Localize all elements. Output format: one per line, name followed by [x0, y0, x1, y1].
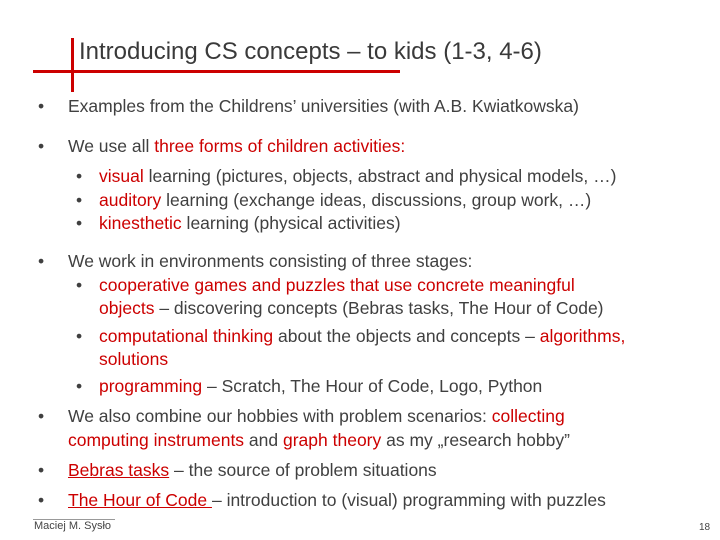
bullet-icon: •: [38, 406, 45, 426]
sub-bullet-icon: •: [76, 275, 83, 295]
sub-bullet-icon: •: [76, 213, 83, 233]
bullet-icon: •: [38, 136, 45, 156]
bullet-4-text-cont: computing instruments and graph theory as my „research hobby”: [68, 430, 570, 450]
bebras-tasks-link[interactable]: Bebras tasks: [68, 460, 170, 480]
bullet-3-text: We work in environments consisting of three stages:: [68, 251, 473, 271]
bullet-3-sub-2-text-cont: solutions: [99, 349, 169, 369]
sub-bullet-icon: •: [76, 326, 83, 346]
bullet-4-text: We also combine our hobbies with problem scenarios: collecting: [68, 406, 565, 426]
bullet-2-sub-2-text: auditory learning (exchange ideas, discussions, group work, …): [99, 190, 592, 210]
bullet-2-sub-1-text: visual learning (pictures, objects, abstract and physical models, …): [99, 166, 617, 186]
bullet-icon: •: [38, 251, 45, 271]
bullet-icon: •: [38, 96, 45, 116]
page-number: 18: [699, 522, 711, 533]
title-vertical-accent-line: [71, 38, 74, 92]
bullet-icon: •: [38, 490, 45, 510]
bullet-2-sub-3-text: kinesthetic learning (physical activities): [99, 213, 401, 233]
bullet-icon: •: [38, 460, 45, 480]
sub-bullet-icon: •: [76, 190, 83, 210]
bullet-5-text: Bebras tasks – the source of problem situations: [68, 460, 437, 480]
title-horizontal-accent-line: [33, 70, 400, 73]
footer-author: Maciej M. Sysło: [34, 520, 112, 532]
bullet-2-text: We use all three forms of children activities:: [68, 136, 406, 156]
sub-bullet-icon: •: [76, 376, 83, 396]
slide-title: Introducing CS concepts – to kids (1-3, 4-6): [79, 38, 542, 65]
bullet-3-sub-1-text: cooperative games and puzzles that use concrete meaningful: [99, 275, 575, 295]
bullet-3-sub-1-text-cont: objects – discovering concepts (Bebras tasks, The Hour of Code): [99, 298, 604, 318]
hour-of-code-link[interactable]: The Hour of Code: [68, 490, 212, 510]
bullet-1-text: Examples from the Childrens’ universities (with A.B. Kwiatkowska): [68, 96, 579, 116]
sub-bullet-icon: •: [76, 166, 83, 186]
bullet-3-sub-2-text: computational thinking about the objects and concepts – algorithms,: [99, 326, 626, 346]
bullet-3-sub-3-text: programming – Scratch, The Hour of Code, Logo, Python: [99, 376, 543, 396]
bullet-6-text: The Hour of Code – introduction to (visual) programming with puzzles: [68, 490, 606, 510]
